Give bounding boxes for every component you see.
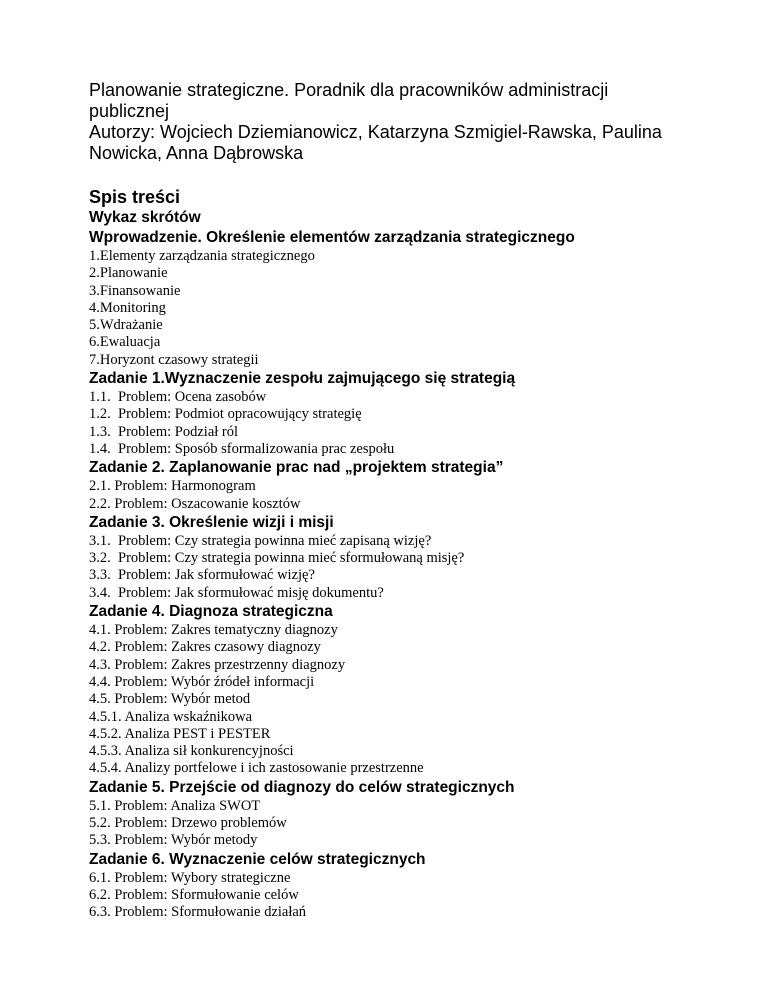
document-page <box>89 80 729 922</box>
toc-entry: 6.3. Problem: Sformułowanie działań <box>89 904 307 921</box>
toc-entry: 4.5.4. Analizy portfelowe i ich zastosowanie przestrzenne <box>89 760 424 777</box>
toc-entry: 2.Planowanie <box>89 265 168 282</box>
toc-section-heading: Zadanie 3. Określenie wizji i misji <box>89 513 334 531</box>
toc-entry: 4.Monitoring <box>89 299 166 316</box>
toc-entry: 3.2. Problem: Czy strategia powinna mieć sformułowaną misję? <box>89 550 465 567</box>
table-of-contents <box>89 208 729 922</box>
toc-entry: 1.3. Problem: Podział ról <box>89 423 239 440</box>
toc-entry: 2.1. Problem: Harmonogram <box>89 478 256 495</box>
toc-entry: 6.1. Problem: Wybory strategiczne <box>89 869 291 886</box>
toc-entry: 4.5. Problem: Wybór metod <box>89 691 251 708</box>
toc-entry: 1.4. Problem: Sposób sformalizowania prac zespołu <box>89 440 395 457</box>
toc-section-heading: Zadanie 4. Diagnoza strategiczna <box>89 603 333 621</box>
toc-section-heading: Zadanie 2. Zaplanowanie prac nad „projektem strategia” <box>89 459 504 477</box>
toc-entry: 6.2. Problem: Sformułowanie celów <box>89 886 299 903</box>
toc-entry: 4.3. Problem: Zakres przestrzenny diagnozy <box>89 656 346 673</box>
toc-entry: 3.Finansowanie <box>89 282 181 299</box>
toc-entry: 4.5.1. Analiza wskaźnikowa <box>89 708 253 725</box>
toc-section-heading: Zadanie 6. Wyznaczenie celów strategicznych <box>89 850 426 868</box>
toc-entry: 5.Wdrażanie <box>89 317 163 334</box>
toc-section-heading: Zadanie 5. Przejście od diagnozy do celów strategicznych <box>89 778 515 796</box>
toc-entry: 5.1. Problem: Analiza SWOT <box>89 797 261 814</box>
toc-entry: 1.Elementy zarządzania strategicznego <box>89 248 315 264</box>
toc-entry: 4.1. Problem: Zakres tematyczny diagnozy <box>89 622 338 639</box>
toc-entry: 3.3. Problem: Jak sformułować wizję? <box>89 567 315 584</box>
toc-entry: 5.2. Problem: Drzewo problemów <box>89 815 287 832</box>
toc-entry: 1.1. Problem: Ocena zasobów <box>89 389 267 406</box>
toc-entry: 7.Horyzont czasowy strategii <box>89 351 259 368</box>
toc-heading: Spis treści <box>89 187 181 207</box>
toc-entry: 4.5.3. Analiza sił konkurencyjności <box>89 743 294 760</box>
toc-entry: 5.3. Problem: Wybór metody <box>89 832 258 849</box>
toc-entry: 4.2. Problem: Zakres czasowy diagnozy <box>89 639 321 656</box>
authors-line-2: Nowicka, Anna Dąbrowska <box>89 143 304 163</box>
toc-entry: 6.Ewaluacja <box>89 334 161 351</box>
toc-entry: 3.4. Problem: Jak sformułować misję dokumentu? <box>89 584 384 601</box>
toc-entry: 4.5.2. Analiza PEST i PESTER <box>89 725 271 742</box>
toc-entry: 1.2. Problem: Podmiot opracowujący strategię <box>89 406 362 423</box>
toc-entry: 4.4. Problem: Wybór źródeł informacji <box>89 673 315 690</box>
toc-section-heading: Zadanie 1.Wyznaczenie zespołu zajmującego się strategią <box>89 370 516 388</box>
authors-line-1: Autorzy: Wojciech Dziemianowicz, Katarzyna Szmigiel-Rawska, Paulina <box>89 122 662 142</box>
document-title-line-2: publicznej <box>89 101 170 121</box>
toc-section-heading: Wykaz skrótów <box>89 209 201 226</box>
document-title-line-1: Planowanie strategiczne. Poradnik dla pracowników administracji <box>89 80 609 100</box>
toc-entry: 3.1. Problem: Czy strategia powinna mieć zapisaną wizję? <box>89 532 432 549</box>
document-header <box>89 80 729 164</box>
toc-entry: 2.2. Problem: Oszacowanie kosztów <box>89 495 301 512</box>
toc-section-heading: Wprowadzenie. Określenie elementów zarządzania strategicznego <box>89 229 575 246</box>
